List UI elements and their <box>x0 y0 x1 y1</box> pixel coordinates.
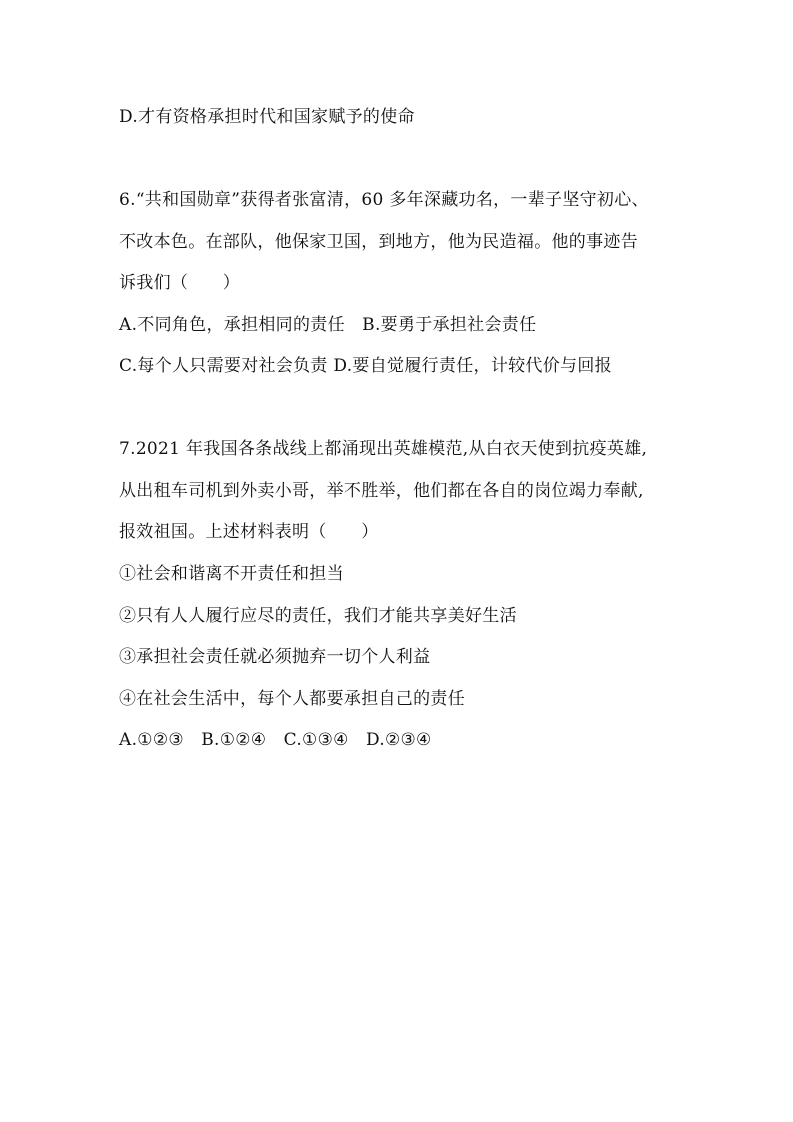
q6-stem-line-3: 诉我们（ ） <box>119 273 241 293</box>
q6-stem-line-2: 不改本色。在部队，他保家卫国，到地方，他为民造福。他的事迹告 <box>119 232 638 252</box>
q6-options-line-1: A.不同角色，承担相同的责任 B.要勇于承担社会责任 <box>119 315 537 335</box>
q7-stem-line-1: 7.2021 年我国各条战线上都涌现出英雄模范,从白衣天使到抗疫英雄, <box>119 439 648 459</box>
q7-statement-2: ②只有人人履行应尽的责任，我们才能共享美好生活 <box>119 606 517 626</box>
q7-stem-line-3: 报效祖国。上述材料表明（ ） <box>119 522 379 542</box>
q7-statement-1: ①社会和谐离不开责任和担当 <box>119 564 344 584</box>
q7-statement-3: ③承担社会责任就必须抛弃一切个人利益 <box>119 647 431 667</box>
q6-options-line-2: C.每个人只需要对社会负责 D.要自觉履行责任，计较代价与回报 <box>119 356 612 376</box>
q7-statement-4: ④在社会生活中，每个人都要承担自己的责任 <box>119 689 465 709</box>
q7-stem-line-2: 从出租车司机到外卖小哥，举不胜举，他们都在各自的岗位竭力奉献, <box>119 481 644 501</box>
q5-option-d: D.才有资格承担时代和国家赋予的使命 <box>119 107 415 127</box>
q6-stem-line-1: 6.“共和国勋章”获得者张富清，60 多年深藏功名，一辈子坚守初心、 <box>119 190 649 210</box>
q7-options: A.①②③ B.①②④ C.①③④ D.②③④ <box>119 730 432 750</box>
